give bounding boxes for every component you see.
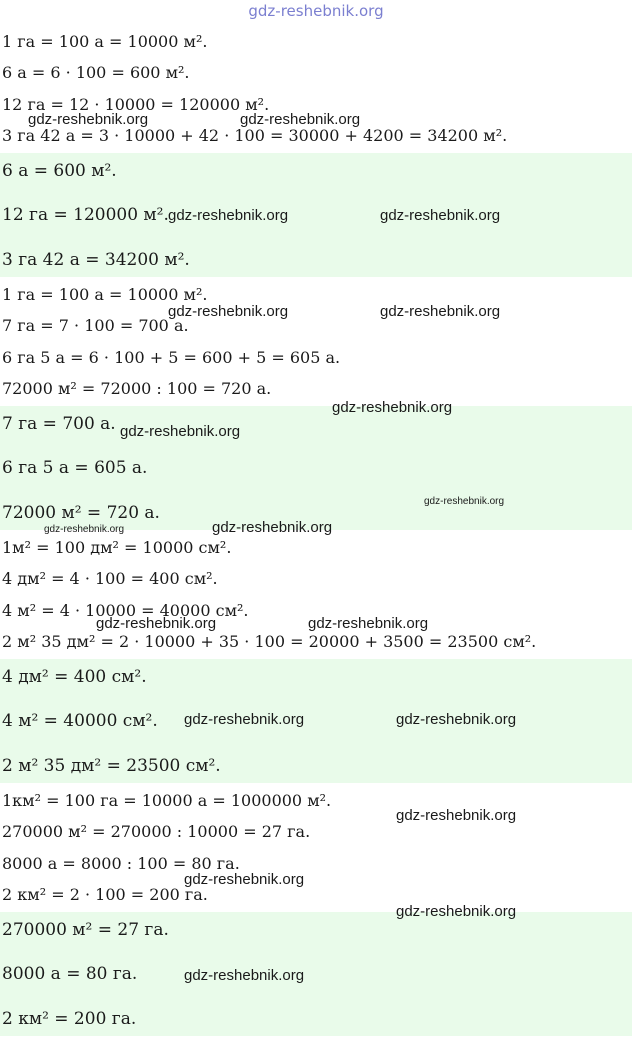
work-line: 1км² = 100 га = 10000 а = 1000000 м². (2, 791, 332, 810)
work-line: 3 га 42 а = 3 · 10000 + 42 · 100 = 30000 + 4200 = 34200 м². (2, 126, 508, 145)
watermark: gdz-reshebnik.org (308, 615, 429, 632)
watermark: gdz-reshebnik.org (120, 423, 241, 440)
watermark: gdz-reshebnik.org (28, 111, 149, 128)
answer-line: 6 га 5 а = 605 а. (2, 458, 148, 478)
work-line: 4 м² = 4 · 10000 = 40000 см². (2, 601, 249, 620)
watermark: gdz-reshebnik.org (212, 519, 333, 536)
answer-line: 6 а = 600 м². (2, 161, 117, 181)
work-line: 8000 а = 8000 : 100 = 80 га. (2, 854, 240, 873)
work-line: 1 га = 100 а = 10000 м². (2, 285, 208, 304)
watermark: gdz-reshebnik.org (168, 207, 289, 224)
work-line: 6 га 5 а = 6 · 100 + 5 = 600 + 5 = 605 а. (2, 348, 341, 367)
watermark: gdz-reshebnik.org (184, 967, 305, 984)
watermark: gdz-reshebnik.org (396, 807, 517, 824)
watermark: gdz-reshebnik.org (96, 615, 217, 632)
watermark: gdz-reshebnik.org (396, 903, 517, 920)
work-line: 6 а = 6 · 100 = 600 м². (2, 63, 190, 82)
answer-line: 8000 а = 80 га. (2, 964, 138, 984)
watermark: gdz-reshebnik.org (44, 524, 125, 535)
work-line: 1 га = 100 а = 10000 м². (2, 32, 208, 51)
answer-line: 4 дм² = 400 см². (2, 667, 147, 687)
work-line: 270000 м² = 270000 : 10000 = 27 га. (2, 822, 311, 841)
work-line: 7 га = 7 · 100 = 700 а. (2, 316, 189, 335)
watermark: gdz-reshebnik.org (184, 711, 305, 728)
watermark: gdz-reshebnik.org (396, 711, 517, 728)
answer-line: 12 га = 120000 м². (2, 205, 169, 225)
work-line: 2 м² 35 дм² = 2 · 10000 + 35 · 100 = 20000 + 3500 = 23500 см². (2, 632, 537, 651)
answer-line: 270000 м² = 27 га. (2, 920, 169, 940)
work-line: 12 га = 12 · 10000 = 120000 м². (2, 95, 270, 114)
watermark: gdz-reshebnik.org (184, 871, 305, 888)
answer-line: 2 км² = 200 га. (2, 1009, 137, 1029)
work-line: 1м² = 100 дм² = 10000 см². (2, 538, 232, 557)
watermark: gdz-reshebnik.org (380, 303, 501, 320)
watermark: gdz-reshebnik.org (168, 303, 289, 320)
work-line: 72000 м² = 72000 : 100 = 720 а. (2, 379, 272, 398)
watermark: gdz-reshebnik.org (380, 207, 501, 224)
watermark: gdz-reshebnik.org (332, 399, 453, 416)
work-line: 4 дм² = 4 · 100 = 400 см². (2, 569, 218, 588)
answer-line: 2 м² 35 дм² = 23500 см². (2, 756, 221, 776)
watermark: gdz-reshebnik.org (240, 111, 361, 128)
answer-line: 3 га 42 а = 34200 м². (2, 250, 190, 270)
answer-line: 72000 м² = 720 а. (2, 503, 160, 523)
site-header-link[interactable]: gdz-reshebnik.org (248, 2, 384, 20)
watermark: gdz-reshebnik.org (424, 496, 505, 507)
answer-line: 4 м² = 40000 см². (2, 711, 158, 731)
work-line: 2 км² = 2 · 100 = 200 га. (2, 885, 208, 904)
answer-line: 7 га = 700 а. (2, 414, 116, 434)
